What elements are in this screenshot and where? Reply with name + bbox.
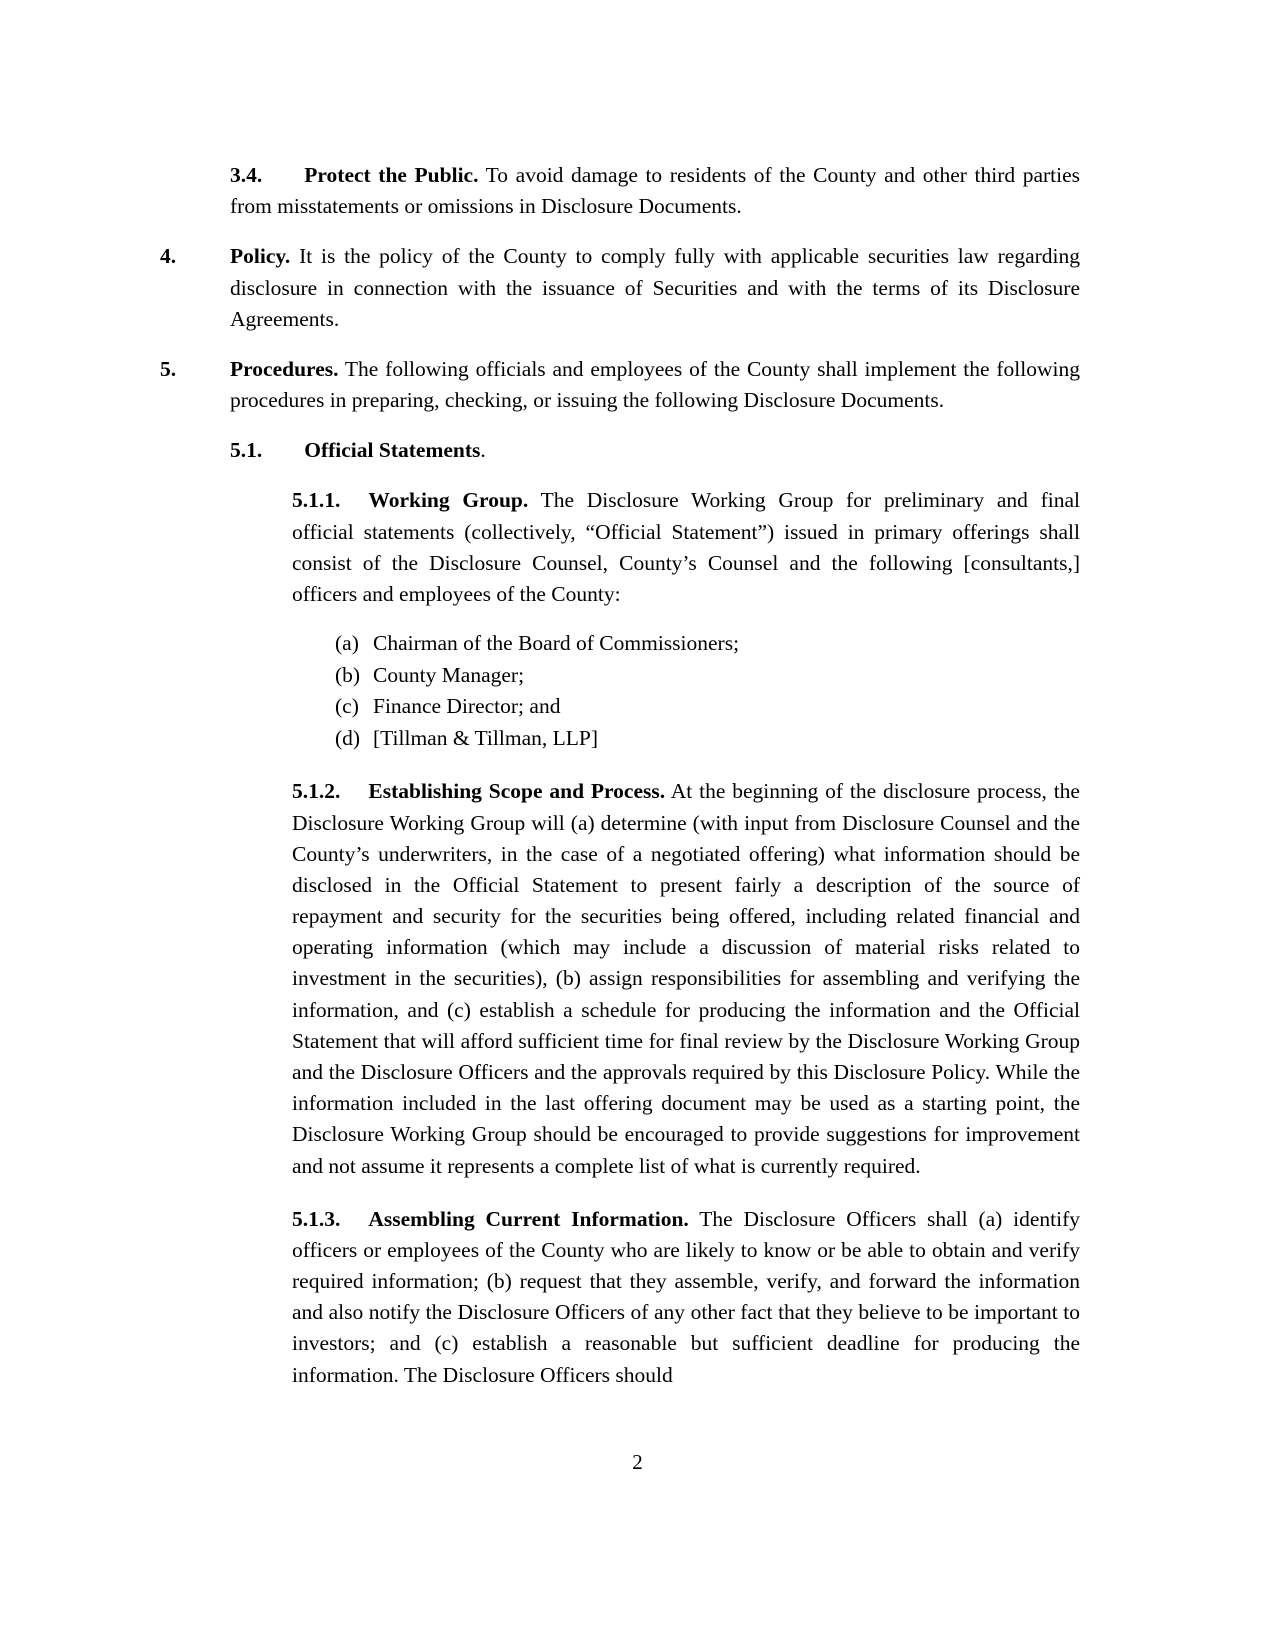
section-5-number: 5. <box>160 356 177 381</box>
section-5-1-1-number: 5.1.1. <box>292 488 341 513</box>
list-item-text: Finance Director; and <box>373 694 561 719</box>
page-number: 2 <box>632 1450 643 1474</box>
section-5-1-1-heading: Working Group. <box>368 488 529 513</box>
list-item-label: (c) <box>335 694 359 719</box>
working-group-list <box>160 628 1080 754</box>
section-4-number: 4. <box>160 244 177 269</box>
section-5-1-3-heading: Assembling Current Information. <box>368 1206 689 1231</box>
section-5-1-3 <box>160 1204 1080 1391</box>
section-4 <box>160 241 1080 335</box>
list-item <box>335 628 1080 660</box>
list-item-text: County Manager; <box>373 662 525 687</box>
section-3-4-heading: Protect the Public. <box>304 163 479 187</box>
section-5-1-3-text: The Disclosure Officers shall (a) identify officers or employees of the County who are likely to know or be able to obtain and verify required information; (b) request that they assemble, verify, and forward the information and also notify the Disclosure Officers of any other fact that they believe to be important to investors; and (c) establish a reasonable but sufficient deadline for producing the information. The Disclosure Officers should <box>292 1206 1080 1387</box>
section-5-1-3-number: 5.1.3. <box>292 1206 341 1231</box>
list-item-label: (b) <box>335 662 361 687</box>
section-4-heading: Policy. <box>230 244 291 269</box>
list-item <box>335 660 1080 692</box>
list-item-label: (d) <box>335 725 361 750</box>
section-5 <box>160 354 1080 416</box>
list-item <box>335 691 1080 723</box>
section-5-1-1 <box>160 485 1080 610</box>
section-3-4-text: To avoid damage to residents of the County and other third parties from misstatements or omissions in Disclosure Documents. <box>230 163 1081 219</box>
list-item-label: (a) <box>335 631 359 656</box>
section-5-1-2-heading: Establishing Scope and Process. <box>368 779 666 804</box>
section-5-heading: Procedures. <box>230 356 339 381</box>
section-5-1-text: . <box>480 438 486 463</box>
section-5-1-number: 5.1. <box>230 438 263 463</box>
section-5-1-2 <box>160 776 1080 1181</box>
section-3-4 <box>160 160 1080 222</box>
section-5-1-heading: Official Statements <box>304 438 481 463</box>
list-item-text: Chairman of the Board of Commissioners; <box>373 631 740 656</box>
section-5-1-1-text: The Disclosure Working Group for preliminary and final official statements (collectively, “Official Statement”) issued in primary offerings shall consist of the Disclosure Counsel, County’s Counsel and the following [consultants,] officers and employees of the County: <box>292 488 1080 606</box>
list-item <box>335 723 1080 755</box>
section-5-1-2-number: 5.1.2. <box>292 779 341 804</box>
section-5-1-2-text: At the beginning of the disclosure process, the Disclosure Working Group will (a) determine (with input from Disclosure Counsel and the County’s underwriters, in the case of a negotiated offering) what information should be disclosed in the Official Statement to present fairly a description of the source of repayment and security for the securities being offered, including related financial and operating information (which may include a discussion of material risks related to investment in the securities), (b) assign responsibilities for assembling and verifying the information, and (c) establish a schedule for producing the information and the Official Statement that will afford sufficient time for final review by the Disclosure Working Group and the Disclosure Officers and the approvals required by this Disclosure Policy. While the information included in the last offering document may be used as a starting point, the Disclosure Working Group should be encouraged to provide suggestions for improvement and not assume it represents a complete list of what is currently required. <box>292 779 1080 1178</box>
section-4-text: It is the policy of the County to comply fully with applicable securities law regarding disclosure in connection with the issuance of Securities and with the terms of its Disclosure Agreements. <box>230 244 1080 331</box>
document-body <box>160 160 1080 1413</box>
section-3-4-number: 3.4. <box>230 163 263 187</box>
list-item-text: [Tillman & Tillman, LLP] <box>373 725 599 750</box>
section-5-text: The following officials and employees of the County shall implement the following procedures in preparing, checking, or issuing the following Disclosure Documents. <box>230 356 1080 413</box>
section-5-1 <box>160 435 1080 466</box>
